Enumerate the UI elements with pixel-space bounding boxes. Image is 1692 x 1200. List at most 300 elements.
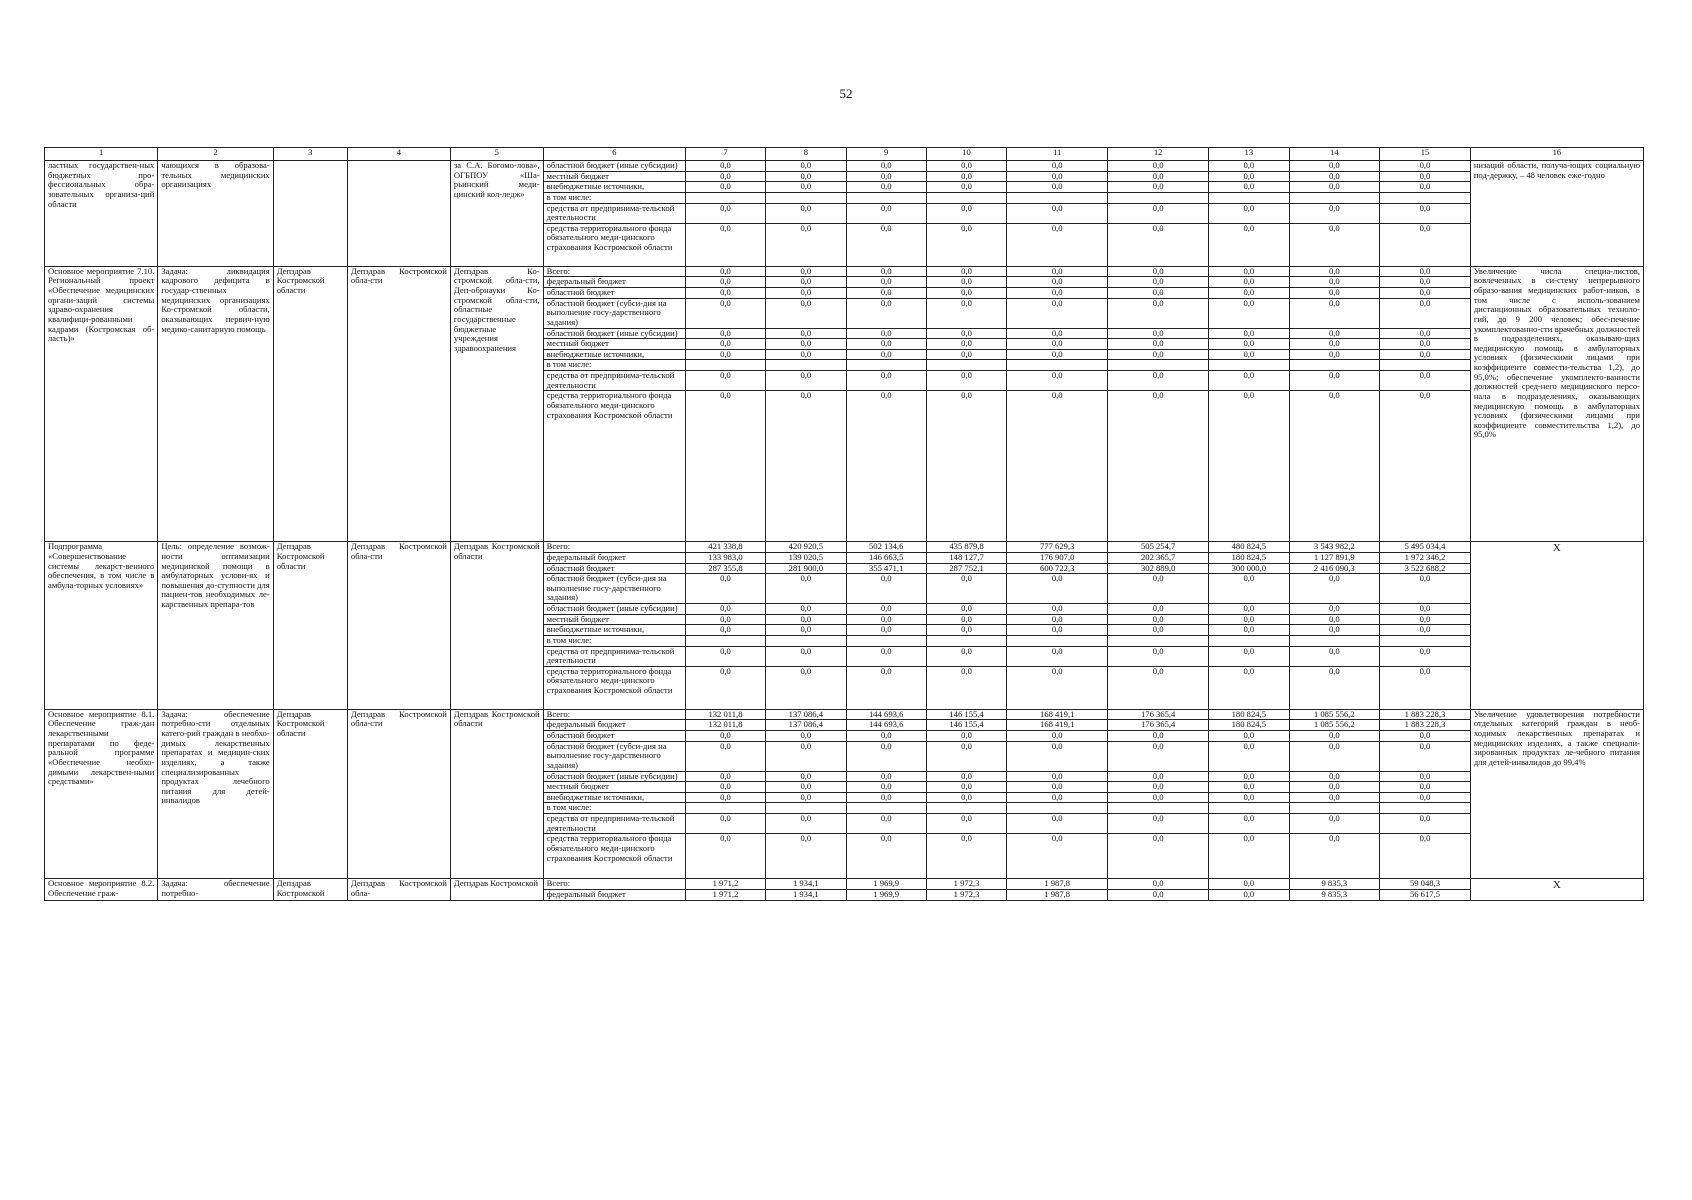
- amount-cell: [846, 192, 926, 203]
- amount-cell: 0,0: [1007, 625, 1108, 636]
- participant-cell: Депздрав Ко-стромской обла-сти, Деп-обрнауки Ко-стромской обла-сти, областные государственные бюджетные учреждения здравоохранения: [450, 266, 543, 542]
- amount-cell: 0,0: [766, 646, 846, 666]
- amount-cell: 287 752,1: [926, 563, 1006, 574]
- amount-cell: 0,0: [685, 182, 765, 193]
- table-row: [45, 161, 1644, 172]
- amount-cell: 0,0: [1108, 574, 1209, 604]
- amount-cell: 0,0: [1108, 604, 1209, 615]
- funding-source-label: в том числе:: [543, 803, 685, 814]
- amount-cell: 0,0: [1209, 889, 1289, 900]
- amount-cell: 0,0: [1007, 328, 1108, 339]
- funding-source-label: средства территориального фонда обязательного меди-цинского страхования Костромской области: [543, 666, 685, 709]
- amount-cell: 0,0: [1108, 625, 1209, 636]
- amount-cell: 0,0: [766, 614, 846, 625]
- amount-cell: 0,0: [926, 741, 1006, 771]
- amount-cell: 0,0: [766, 814, 846, 834]
- amount-cell: 0,0: [766, 339, 846, 350]
- amount-cell: 176 365,4: [1108, 709, 1209, 720]
- amount-cell: 0,0: [1007, 339, 1108, 350]
- measure-name-cell: Основное мероприятие 7.10. Региональный проект «Обеспечение медицинских органи-заций системы здраво-охранения квалифици-рованными кадрами (Костромская об-ласть)»: [45, 266, 158, 542]
- amount-cell: 0,0: [926, 266, 1006, 277]
- col-number: 6: [543, 148, 685, 161]
- table-body: [45, 161, 1644, 901]
- amount-cell: 0,0: [1108, 266, 1209, 277]
- expected-result-cell: X: [1470, 542, 1643, 710]
- amount-cell: 0,0: [1108, 171, 1209, 182]
- amount-cell: 1 972 346,2: [1380, 552, 1471, 563]
- amount-cell: 0,0: [1007, 182, 1108, 193]
- amount-cell: 0,0: [926, 834, 1006, 879]
- amount-cell: 0,0: [1380, 792, 1471, 803]
- amount-cell: 0,0: [1209, 814, 1289, 834]
- amount-cell: 0,0: [846, 182, 926, 193]
- funding-source-label: федеральный бюджет: [543, 552, 685, 563]
- amount-cell: 0,0: [1007, 646, 1108, 666]
- participant-cell: Депздрав Костромской области: [450, 542, 543, 710]
- funding-source-label: областной бюджет: [543, 731, 685, 742]
- amount-cell: 0,0: [1108, 792, 1209, 803]
- amount-cell: [685, 192, 765, 203]
- amount-cell: 435 879,8: [926, 542, 1006, 553]
- amount-cell: 0,0: [766, 604, 846, 615]
- task-cell: Задача: обеспечение потребно-сти отдельных катего-рий граждан в необхо-димых лекарственных препаратах и медицин-ских изделиях, а также специализированных продуктах лечебного питания для детей-инвалидов: [158, 709, 273, 879]
- amount-cell: [1380, 803, 1471, 814]
- amount-cell: 0,0: [1289, 288, 1380, 299]
- col-number: 16: [1470, 148, 1643, 161]
- amount-cell: 0,0: [1007, 288, 1108, 299]
- expected-result-cell: X: [1470, 879, 1643, 900]
- amount-cell: 0,0: [1289, 771, 1380, 782]
- amount-cell: [1108, 192, 1209, 203]
- amount-cell: 0,0: [685, 391, 765, 542]
- amount-cell: 148 127,7: [926, 552, 1006, 563]
- amount-cell: [1380, 360, 1471, 371]
- funding-source-label: внебюджетные источники,: [543, 182, 685, 193]
- measure-name-cell: Основное мероприятие 8.2. Обеспечение граж-: [45, 879, 158, 900]
- amount-cell: 0,0: [1289, 666, 1380, 709]
- amount-cell: 0,0: [766, 731, 846, 742]
- amount-cell: [1209, 360, 1289, 371]
- amount-cell: 0,0: [1380, 834, 1471, 879]
- responsible-cell: Депздрав Костромской: [273, 879, 347, 900]
- amount-cell: 0,0: [685, 574, 765, 604]
- amount-cell: 0,0: [926, 182, 1006, 193]
- amount-cell: 0,0: [1380, 203, 1471, 223]
- funding-source-label: федеральный бюджет: [543, 720, 685, 731]
- amount-cell: 0,0: [1380, 782, 1471, 793]
- amount-cell: 0,0: [1108, 879, 1209, 890]
- amount-cell: 0,0: [1289, 203, 1380, 223]
- amount-cell: 9 835,3: [1289, 889, 1380, 900]
- amount-cell: 0,0: [1007, 782, 1108, 793]
- amount-cell: 0,0: [1209, 391, 1289, 542]
- amount-cell: 0,0: [846, 814, 926, 834]
- funding-source-label: в том числе:: [543, 360, 685, 371]
- amount-cell: 0,0: [1380, 391, 1471, 542]
- amount-cell: 600 722,3: [1007, 563, 1108, 574]
- amount-cell: 0,0: [1380, 328, 1471, 339]
- amount-cell: 2 416 090,3: [1289, 563, 1380, 574]
- amount-cell: 0,0: [846, 349, 926, 360]
- page-number: 52: [839, 86, 853, 101]
- amount-cell: 0,0: [1108, 646, 1209, 666]
- amount-cell: 1 972,3: [926, 879, 1006, 890]
- amount-cell: 0,0: [1209, 288, 1289, 299]
- amount-cell: 0,0: [1209, 223, 1289, 266]
- amount-cell: 0,0: [1108, 288, 1209, 299]
- amount-cell: 0,0: [1209, 171, 1289, 182]
- col-number: 10: [926, 148, 1006, 161]
- amount-cell: 0,0: [1289, 814, 1380, 834]
- amount-cell: 0,0: [846, 792, 926, 803]
- amount-cell: 0,0: [1007, 666, 1108, 709]
- amount-cell: 300 000,0: [1209, 563, 1289, 574]
- amount-cell: 5 495 034,4: [1380, 542, 1471, 553]
- amount-cell: 0,0: [685, 288, 765, 299]
- amount-cell: 1 127 891,9: [1289, 552, 1380, 563]
- funding-source-label: в том числе:: [543, 635, 685, 646]
- amount-cell: 0,0: [766, 171, 846, 182]
- amount-cell: 0,0: [1209, 328, 1289, 339]
- amount-cell: 0,0: [926, 604, 1006, 615]
- amount-cell: 0,0: [685, 298, 765, 328]
- col-number: 9: [846, 148, 926, 161]
- amount-cell: [926, 635, 1006, 646]
- amount-cell: 0,0: [926, 614, 1006, 625]
- amount-cell: [926, 803, 1006, 814]
- amount-cell: 480 824,5: [1209, 542, 1289, 553]
- amount-cell: 56 617,5: [1380, 889, 1471, 900]
- executor-cell: Депздрав Костромской обла-сти: [347, 709, 450, 879]
- amount-cell: [1108, 803, 1209, 814]
- amount-cell: 0,0: [1007, 731, 1108, 742]
- amount-cell: 0,0: [846, 771, 926, 782]
- col-number: 5: [450, 148, 543, 161]
- amount-cell: 0,0: [1380, 771, 1471, 782]
- amount-cell: 0,0: [685, 328, 765, 339]
- funding-source-label: средства территориального фонда обязательного меди-цинского страхования Костромской области: [543, 391, 685, 542]
- amount-cell: 0,0: [846, 203, 926, 223]
- amount-cell: 0,0: [1380, 339, 1471, 350]
- amount-cell: 0,0: [766, 328, 846, 339]
- amount-cell: 0,0: [846, 646, 926, 666]
- funding-source-label: местный бюджет: [543, 171, 685, 182]
- amount-cell: 0,0: [685, 277, 765, 288]
- amount-cell: 180 824,5: [1209, 720, 1289, 731]
- amount-cell: 0,0: [766, 349, 846, 360]
- amount-cell: 0,0: [766, 371, 846, 391]
- amount-cell: 144 693,6: [846, 709, 926, 720]
- amount-cell: 0,0: [1209, 731, 1289, 742]
- amount-cell: 0,0: [685, 203, 765, 223]
- amount-cell: 202 365,7: [1108, 552, 1209, 563]
- amount-cell: [766, 803, 846, 814]
- col-number: 12: [1108, 148, 1209, 161]
- executor-cell: [347, 161, 450, 267]
- amount-cell: [766, 360, 846, 371]
- task-cell: Задача: ликвидация кадрового дефицита в государ-ственных медицинских организациях Ко-стромской области, оказывающих первич-ную медико-санитарную помощь: [158, 266, 273, 542]
- amount-cell: 0,0: [1289, 161, 1380, 172]
- amount-cell: 0,0: [685, 161, 765, 172]
- responsible-cell: Депздрав Костромской области: [273, 542, 347, 710]
- amount-cell: 0,0: [1380, 371, 1471, 391]
- amount-cell: 0,0: [1209, 339, 1289, 350]
- table-row: [45, 879, 1644, 890]
- amount-cell: [1108, 360, 1209, 371]
- funding-source-label: средства от предпринима-тельской деятельности: [543, 646, 685, 666]
- amount-cell: 0,0: [1380, 741, 1471, 771]
- amount-cell: 0,0: [1007, 203, 1108, 223]
- amount-cell: 0,0: [1209, 349, 1289, 360]
- amount-cell: 0,0: [1289, 223, 1380, 266]
- amount-cell: 0,0: [846, 371, 926, 391]
- amount-cell: 0,0: [1007, 604, 1108, 615]
- amount-cell: 0,0: [1209, 203, 1289, 223]
- amount-cell: 0,0: [846, 298, 926, 328]
- col-number: 14: [1289, 148, 1380, 161]
- amount-cell: 0,0: [926, 288, 1006, 299]
- funding-source-label: федеральный бюджет: [543, 277, 685, 288]
- funding-source-label: областной бюджет (иные субсидии): [543, 771, 685, 782]
- amount-cell: 0,0: [1209, 625, 1289, 636]
- amount-cell: 777 629,3: [1007, 542, 1108, 553]
- amount-cell: 1 883 228,3: [1380, 720, 1471, 731]
- amount-cell: 180 824,5: [1209, 552, 1289, 563]
- amount-cell: 146 663,5: [846, 552, 926, 563]
- amount-cell: 0,0: [1380, 161, 1471, 172]
- amount-cell: 0,0: [685, 614, 765, 625]
- funding-source-label: внебюджетные источники,: [543, 625, 685, 636]
- amount-cell: [1209, 635, 1289, 646]
- table-row: [45, 266, 1644, 277]
- amount-cell: 0,0: [1380, 604, 1471, 615]
- funding-source-label: областной бюджет (иные субсидии): [543, 604, 685, 615]
- amount-cell: 0,0: [1007, 277, 1108, 288]
- executor-cell: Депздрав Костромской обла-сти: [347, 542, 450, 710]
- amount-cell: 0,0: [1289, 171, 1380, 182]
- amount-cell: 0,0: [846, 731, 926, 742]
- amount-cell: 0,0: [926, 731, 1006, 742]
- amount-cell: 0,0: [1108, 391, 1209, 542]
- amount-cell: 0,0: [685, 625, 765, 636]
- amount-cell: 9 835,3: [1289, 879, 1380, 890]
- amount-cell: 0,0: [926, 171, 1006, 182]
- amount-cell: 0,0: [685, 223, 765, 266]
- amount-cell: 132 011,8: [685, 709, 765, 720]
- col-number: 15: [1380, 148, 1471, 161]
- amount-cell: 0,0: [846, 277, 926, 288]
- amount-cell: [846, 803, 926, 814]
- amount-cell: 0,0: [1209, 646, 1289, 666]
- amount-cell: [1380, 635, 1471, 646]
- amount-cell: 0,0: [1289, 614, 1380, 625]
- amount-cell: 0,0: [685, 349, 765, 360]
- amount-cell: 0,0: [1380, 182, 1471, 193]
- amount-cell: 1 971,2: [685, 879, 765, 890]
- amount-cell: 0,0: [766, 182, 846, 193]
- amount-cell: 0,0: [1209, 741, 1289, 771]
- amount-cell: 0,0: [846, 604, 926, 615]
- amount-cell: 0,0: [926, 771, 1006, 782]
- amount-cell: 0,0: [846, 223, 926, 266]
- amount-cell: 0,0: [846, 834, 926, 879]
- amount-cell: 0,0: [1289, 371, 1380, 391]
- amount-cell: 0,0: [766, 391, 846, 542]
- amount-cell: 0,0: [1108, 277, 1209, 288]
- amount-cell: 1 987,8: [1007, 889, 1108, 900]
- amount-cell: [1007, 360, 1108, 371]
- amount-cell: 0,0: [766, 666, 846, 709]
- amount-cell: 0,0: [766, 834, 846, 879]
- amount-cell: 176 365,4: [1108, 720, 1209, 731]
- amount-cell: [685, 803, 765, 814]
- amount-cell: 0,0: [1108, 182, 1209, 193]
- amount-cell: 0,0: [1209, 604, 1289, 615]
- col-number: 7: [685, 148, 765, 161]
- amount-cell: 0,0: [926, 666, 1006, 709]
- amount-cell: 0,0: [685, 646, 765, 666]
- amount-cell: 420 920,5: [766, 542, 846, 553]
- amount-cell: 0,0: [1007, 614, 1108, 625]
- amount-cell: 0,0: [926, 223, 1006, 266]
- amount-cell: 0,0: [685, 339, 765, 350]
- amount-cell: 0,0: [685, 782, 765, 793]
- funding-source-label: Всего:: [543, 542, 685, 553]
- executor-cell: Депздрав Костромской обла-сти: [347, 266, 450, 542]
- amount-cell: [685, 360, 765, 371]
- amount-cell: 0,0: [1007, 298, 1108, 328]
- amount-cell: 137 086,4: [766, 720, 846, 731]
- amount-cell: 0,0: [766, 741, 846, 771]
- funding-source-label: областной бюджет (иные субсидии): [543, 161, 685, 172]
- col-number: 11: [1007, 148, 1108, 161]
- amount-cell: 0,0: [1380, 349, 1471, 360]
- amount-cell: [1289, 360, 1380, 371]
- amount-cell: 0,0: [1007, 792, 1108, 803]
- amount-cell: 144 693,6: [846, 720, 926, 731]
- amount-cell: 0,0: [1007, 349, 1108, 360]
- amount-cell: 1 934,1: [766, 879, 846, 890]
- amount-cell: 502 134,6: [846, 542, 926, 553]
- task-cell: чающихся в образова-тельных медицинских организациях: [158, 161, 273, 267]
- funding-source-label: в том числе:: [543, 192, 685, 203]
- amount-cell: 0,0: [1209, 277, 1289, 288]
- amount-cell: 0,0: [926, 277, 1006, 288]
- amount-cell: 0,0: [1289, 328, 1380, 339]
- participant-cell: за С.А. Богомо-лова», ОГБПОУ «Ша-рьинский меди-цинский кол-ледж»: [450, 161, 543, 267]
- amount-cell: 0,0: [766, 203, 846, 223]
- funding-source-label: местный бюджет: [543, 782, 685, 793]
- amount-cell: 0,0: [1209, 666, 1289, 709]
- amount-cell: 287 355,8: [685, 563, 765, 574]
- amount-cell: 0,0: [926, 298, 1006, 328]
- funding-source-label: внебюджетные источники,: [543, 349, 685, 360]
- amount-cell: 0,0: [766, 782, 846, 793]
- amount-cell: 1 085 556,2: [1289, 720, 1380, 731]
- amount-cell: 0,0: [1209, 574, 1289, 604]
- amount-cell: [1209, 192, 1289, 203]
- amount-cell: 0,0: [926, 391, 1006, 542]
- responsible-cell: Депздрав Костромской области: [273, 709, 347, 879]
- amount-cell: [1108, 635, 1209, 646]
- amount-cell: [685, 635, 765, 646]
- measure-name-cell: ластных государствен-ных бюджетных про-фессиональных обра-зовательных организа-ций области: [45, 161, 158, 267]
- amount-cell: 0,0: [926, 792, 1006, 803]
- amount-cell: 0,0: [1108, 614, 1209, 625]
- amount-cell: 1 969,9: [846, 889, 926, 900]
- amount-cell: 0,0: [1007, 371, 1108, 391]
- amount-cell: 0,0: [846, 391, 926, 542]
- amount-cell: [1289, 192, 1380, 203]
- amount-cell: 0,0: [846, 666, 926, 709]
- funding-source-label: средства территориального фонда обязательного меди-цинского страхования Костромской области: [543, 834, 685, 879]
- amount-cell: 0,0: [1108, 349, 1209, 360]
- amount-cell: [846, 635, 926, 646]
- amount-cell: 0,0: [1108, 161, 1209, 172]
- table-row: [45, 542, 1644, 553]
- amount-cell: 180 824,5: [1209, 709, 1289, 720]
- amount-cell: 146 155,4: [926, 720, 1006, 731]
- amount-cell: 139 020,5: [766, 552, 846, 563]
- amount-cell: 355 471,1: [846, 563, 926, 574]
- budget-table: [44, 147, 1644, 901]
- responsible-cell: [273, 161, 347, 267]
- participant-cell: Депздрав Костромской: [450, 879, 543, 900]
- amount-cell: 421 338,8: [685, 542, 765, 553]
- amount-cell: 0,0: [1380, 171, 1471, 182]
- amount-cell: 168 419,1: [1007, 709, 1108, 720]
- col-number: 2: [158, 148, 273, 161]
- amount-cell: 0,0: [685, 771, 765, 782]
- amount-cell: 0,0: [846, 614, 926, 625]
- funding-source-label: областной бюджет (субси-дия на выполнение госу-дарственного задания): [543, 741, 685, 771]
- amount-cell: 0,0: [846, 161, 926, 172]
- amount-cell: 1 972,3: [926, 889, 1006, 900]
- amount-cell: 0,0: [926, 203, 1006, 223]
- amount-cell: 0,0: [1007, 834, 1108, 879]
- amount-cell: 0,0: [1380, 298, 1471, 328]
- amount-cell: 0,0: [1108, 339, 1209, 350]
- col-number: 3: [273, 148, 347, 161]
- amount-cell: [1289, 635, 1380, 646]
- amount-cell: 0,0: [1108, 741, 1209, 771]
- amount-cell: 0,0: [1209, 834, 1289, 879]
- expected-result-cell: низаций области, получа-ющих социальную под-держку, – 48 человек еже-годно: [1470, 161, 1643, 267]
- amount-cell: 0,0: [685, 371, 765, 391]
- amount-cell: 0,0: [1209, 298, 1289, 328]
- amount-cell: 0,0: [926, 646, 1006, 666]
- amount-cell: 505 254,7: [1108, 542, 1209, 553]
- amount-cell: 0,0: [1108, 203, 1209, 223]
- col-number: 8: [766, 148, 846, 161]
- amount-cell: 0,0: [1380, 574, 1471, 604]
- amount-cell: 0,0: [846, 266, 926, 277]
- amount-cell: 0,0: [926, 782, 1006, 793]
- task-cell: Цель: определение возмож-ности оптимизации медицинской помощи в амбулаторных услови-ях и повышения до-ступности для пациен-тов необходимых ле-карственных препара-тов: [158, 542, 273, 710]
- amount-cell: 0,0: [1289, 339, 1380, 350]
- amount-cell: [1380, 192, 1471, 203]
- amount-cell: 176 907,0: [1007, 552, 1108, 563]
- column-number-row: [45, 148, 1644, 161]
- amount-cell: 0,0: [846, 625, 926, 636]
- expected-result-cell: Увеличение удовлетворения потребности отдельных категорий граждан в необ-ходимых лекарственных препаратах и медицинских изделиях, а также специали-зированных продуктах ле-чебного питания для детей-инвалидов до 99,4%: [1470, 709, 1643, 879]
- amount-cell: 0,0: [926, 371, 1006, 391]
- amount-cell: 59 048,3: [1380, 879, 1471, 890]
- amount-cell: [766, 635, 846, 646]
- amount-cell: 132 011,8: [685, 720, 765, 731]
- amount-cell: 0,0: [846, 171, 926, 182]
- amount-cell: 0,0: [766, 266, 846, 277]
